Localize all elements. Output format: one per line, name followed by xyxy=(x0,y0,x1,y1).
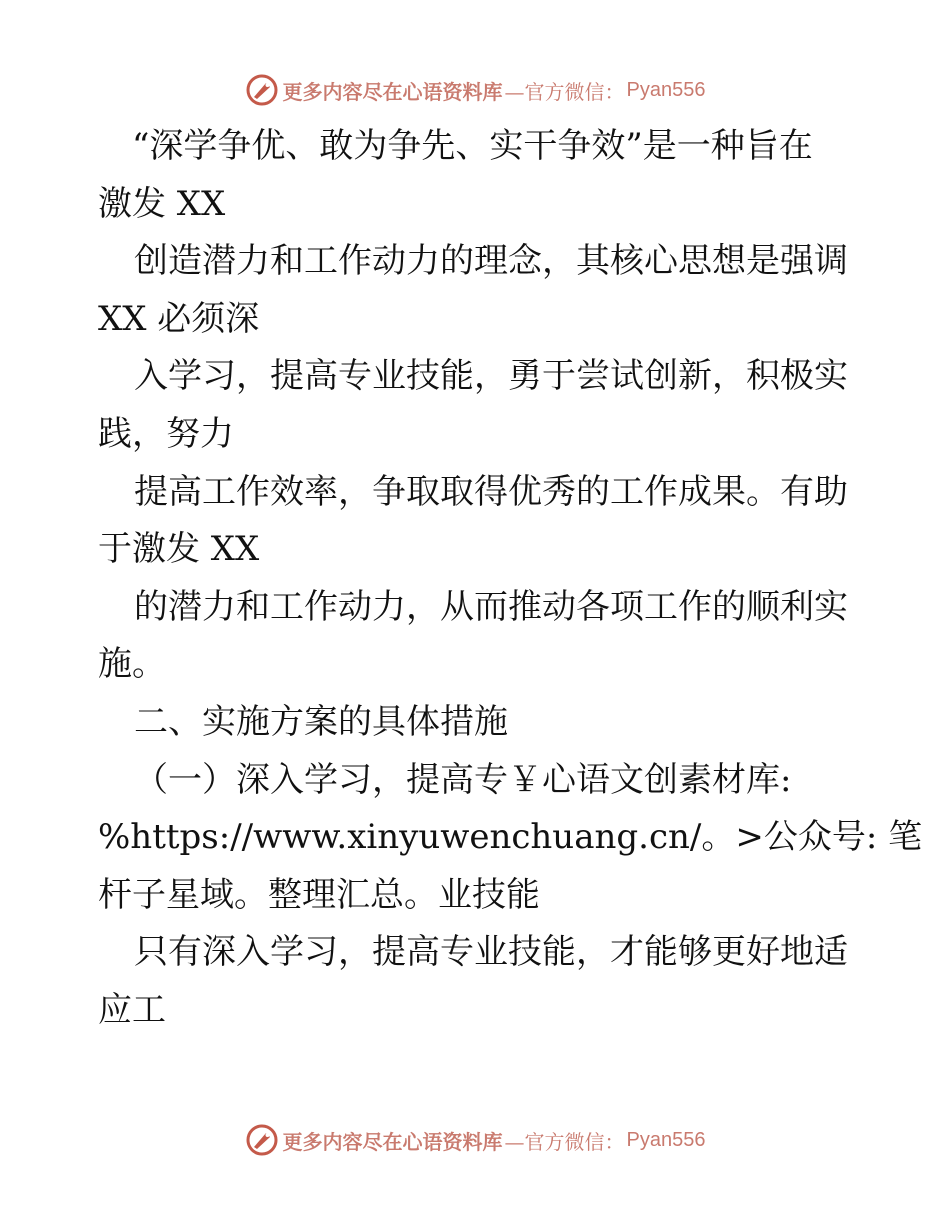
body-line: 践，努力 xyxy=(98,413,234,454)
watermark-brand: 更多内容尽在心语资料库 xyxy=(282,79,503,104)
body-line: 应工 xyxy=(98,989,166,1030)
watermark-official-label: —官方微信： xyxy=(504,1129,625,1154)
body-line: 杆子星域。整理汇总。业技能 xyxy=(98,874,540,915)
body-line: XX 必须深 xyxy=(98,298,260,339)
watermark-wechat-handle: Pyan556 xyxy=(626,1128,706,1151)
body-line: 于激发 XX xyxy=(98,529,260,570)
header-watermark xyxy=(0,70,950,110)
section-heading: 二、实施方案的具体措施 xyxy=(134,701,508,742)
subsection-heading: （一）深入学习，提高专￥心语文创素材库: xyxy=(134,759,792,800)
body-line: 的潜力和工作动力，从而推动各项工作的顺利实 xyxy=(134,586,848,627)
pen-nib-seal-icon xyxy=(245,1123,279,1157)
body-line: “深学争优、敢为争先、实干争效”是一种旨在 xyxy=(132,126,813,166)
body-line: 施。 xyxy=(98,644,166,685)
pen-nib-seal-icon xyxy=(245,73,279,107)
footer-watermark xyxy=(0,1120,950,1160)
watermark-official-label: —官方微信： xyxy=(504,79,625,104)
body-line: 入学习，提高专业技能，勇于尝试创新，积极实 xyxy=(134,356,848,397)
body-line: 激发 XX xyxy=(98,183,226,224)
body-line: 只有深入学习，提高专业技能，才能够更好地适 xyxy=(134,932,848,973)
watermark-wechat-handle: Pyan556 xyxy=(626,78,706,101)
body-line: %https://www.xinyuwenchuang.cn/。>公众号: 笔 xyxy=(98,817,923,858)
watermark-brand: 更多内容尽在心语资料库 xyxy=(282,1129,503,1154)
body-line: 创造潜力和工作动力的理念，其核心思想是强调 xyxy=(134,241,848,282)
document-body xyxy=(98,118,923,1040)
body-line: 提高工作效率，争取取得优秀的工作成果。有助 xyxy=(134,471,848,512)
